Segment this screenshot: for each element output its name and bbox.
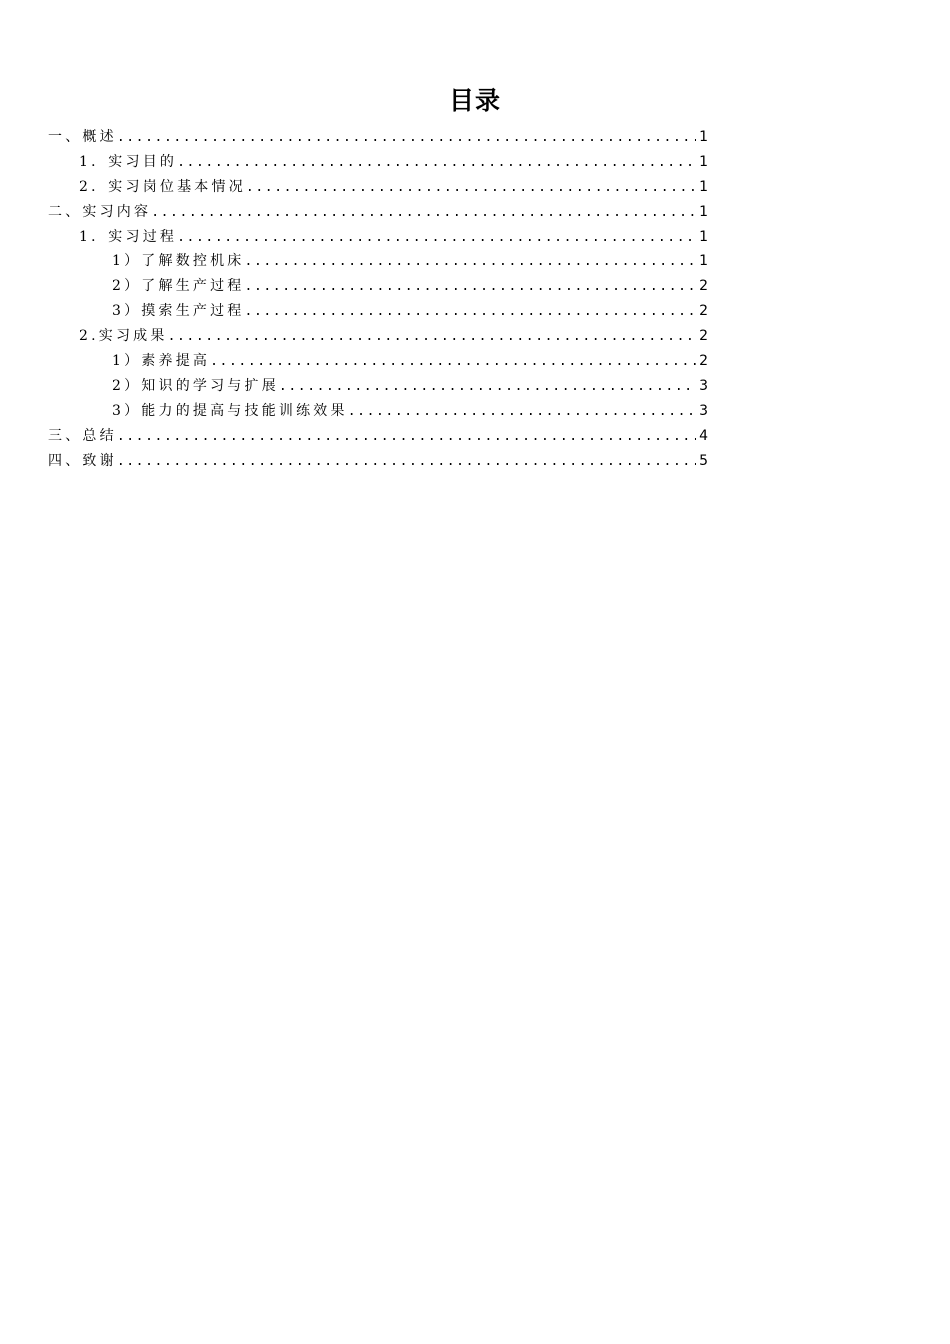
toc-entry[interactable] [48, 399, 708, 424]
toc-entry[interactable] [48, 299, 708, 324]
toc-entry-label: 一、概述 [48, 129, 117, 145]
toc-entry[interactable] [48, 200, 708, 225]
toc-entry-label: 2）知识的学习与扩展 [112, 377, 279, 394]
toc-entry[interactable] [48, 349, 708, 374]
toc-entry[interactable] [48, 175, 708, 200]
toc-page-number: 2 [699, 328, 708, 345]
toc-page-number: 1 [699, 129, 708, 145]
toc-entry[interactable] [48, 424, 708, 449]
toc-page-number: 2 [699, 278, 708, 295]
toc-page-number: 3 [699, 377, 708, 394]
toc-dot-leader [177, 151, 696, 176]
toc-dot-leader [245, 250, 696, 275]
toc-entry-label: 三、总结 [48, 427, 117, 444]
toc-entry-label: 1．实习过程 [79, 228, 178, 245]
toc-page-number: 3 [699, 402, 708, 419]
toc-dot-leader [246, 176, 696, 201]
toc-dot-leader [348, 400, 696, 425]
toc-page-number: 1 [699, 203, 708, 220]
toc-entry-label: 2.实习成果 [79, 328, 168, 345]
toc-page-number: 1 [699, 253, 708, 270]
toc-entry-label: 二、实习内容 [48, 203, 152, 220]
toc-page-number: 5 [699, 452, 708, 469]
toc-title: 目录 [448, 86, 501, 115]
toc-entry-label: 3）摸索生产过程 [112, 303, 245, 320]
toc-dot-leader [279, 375, 696, 400]
toc-entry-label: 1）素养提高 [112, 353, 211, 370]
toc-page-number: 2 [699, 353, 708, 370]
toc-entry-label: 2）了解生产过程 [112, 278, 245, 295]
toc-entry[interactable] [48, 150, 708, 175]
toc-page-number: 4 [699, 427, 708, 444]
toc-entry[interactable] [48, 225, 708, 250]
toc-dot-leader [117, 450, 696, 475]
toc-dot-leader [210, 350, 696, 375]
toc-page-number: 1 [699, 153, 708, 170]
toc-dot-leader [117, 425, 696, 450]
toc-entry-label: 2．实习岗位基本情况 [79, 178, 246, 195]
toc-page-number: 1 [699, 178, 708, 195]
toc-dot-leader [245, 275, 696, 300]
toc-dot-leader [151, 201, 696, 226]
table-of-contents [48, 125, 708, 473]
toc-entry[interactable] [48, 324, 708, 349]
toc-entry-label: 四、致谢 [48, 452, 117, 469]
toc-dot-leader [245, 300, 696, 325]
toc-entry-label: 3）能力的提高与技能训练效果 [112, 402, 348, 419]
toc-entry[interactable] [48, 125, 708, 150]
toc-entry[interactable] [48, 374, 708, 399]
toc-page-number: 2 [699, 303, 708, 320]
toc-entry-label: 1．实习目的 [79, 153, 178, 170]
toc-entry[interactable] [48, 249, 708, 274]
toc-dot-leader [177, 226, 696, 251]
toc-page-number: 1 [699, 228, 708, 245]
toc-entry-label: 1）了解数控机床 [112, 253, 245, 270]
toc-entry[interactable] [48, 274, 708, 299]
toc-dot-leader [168, 325, 696, 350]
toc-entry[interactable] [48, 449, 708, 474]
toc-dot-leader [117, 126, 696, 151]
